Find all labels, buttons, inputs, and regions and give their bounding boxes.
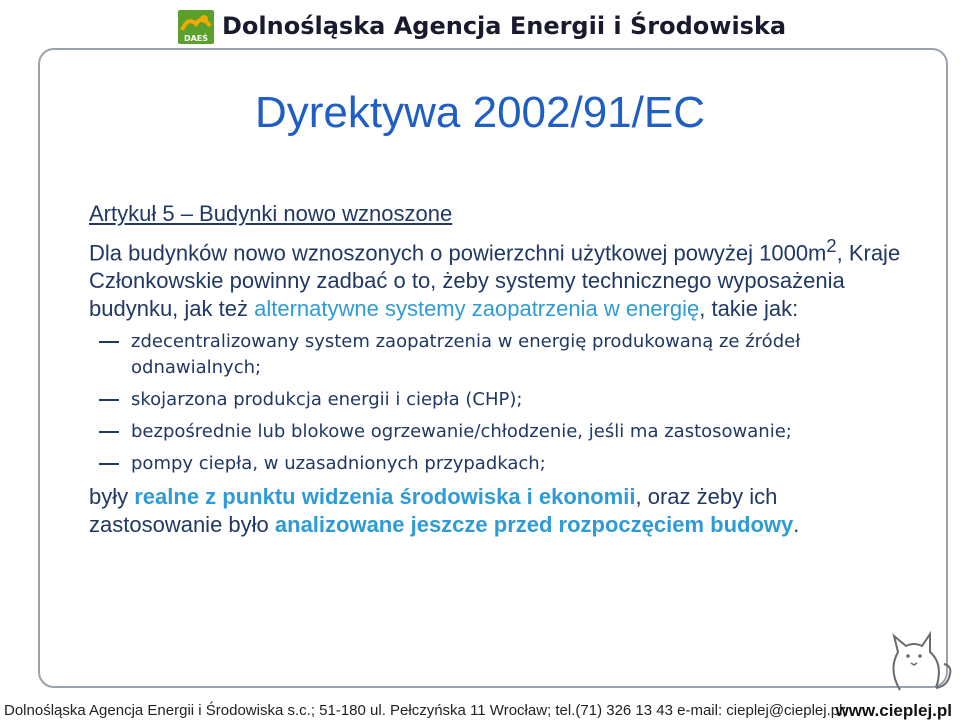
list-item [89,451,909,477]
slide-title: Dyrektywa 2002/91/EC [255,88,705,137]
intro-superscript: 2 [826,235,837,256]
logo-text: DAEŚ [183,34,209,43]
dash-bullet [99,341,119,343]
intro-highlight: alternatywne systemy zaopatrzenia w energię [254,296,700,322]
dash-bullet [99,431,119,433]
organization-name: Dolnośląska Agencja Energii i Środowiska [222,12,787,40]
daes-logo [178,10,214,44]
list-item [89,329,909,381]
list-item-text: skojarzona produkcja energii i ciepła (CHP); [131,389,523,411]
slide-content [89,200,909,539]
footer [0,696,960,726]
list-item-text: bezpośrednie lub blokowe ogrzewanie/chłodzenie, jeśli ma zastosowanie; [131,421,792,443]
intro-text-1: Dla budynków nowo wznoszonych o powierzchni użytkowej powyżej 1000m [89,240,827,266]
header [0,0,960,50]
system-list [89,329,909,477]
intro-text-3: , takie jak: [699,296,799,322]
dash-bullet [99,463,119,465]
list-item [89,419,909,445]
closing-highlight-1: realne z punktu widzenia środowiska i ekonomii [134,484,636,510]
intro-text-2: , Kraje Członkowskie powinny zadbać o to, żeby systemy technicznego wyposażenia budynku, jak też [89,240,901,322]
footer-website-link[interactable]: www.cieplej.pl [835,701,952,720]
closing-paragraph [89,483,909,539]
cat-drawing-icon [880,630,955,695]
closing-highlight-2: analizowane jeszcze przed rozpoczęciem budowy [274,512,794,538]
closing-text-1: były [89,484,135,510]
article-heading: Artykuł 5 – Budynki nowo wznoszone [89,201,453,226]
closing-text-2: , oraz żeby ich zastosowanie było [89,484,778,538]
list-item [89,387,909,413]
closing-text-3: . [793,512,800,538]
intro-paragraph [89,232,909,323]
footer-contact: Dolnośląska Agencja Energii i Środowiska s.c.; 51-180 ul. Pełczyńska 11 Wrocław; tel.(71) 326 13 43 e-mail: cieplej@cieplej.pl; [4,702,847,719]
list-item-text: pompy ciepła, w uzasadnionych przypadkach; [131,453,546,475]
list-item-text: zdecentralizowany system zaopatrzenia w energię produkowaną ze źródeł odnawialnych; [131,331,801,379]
dash-bullet [99,399,119,401]
